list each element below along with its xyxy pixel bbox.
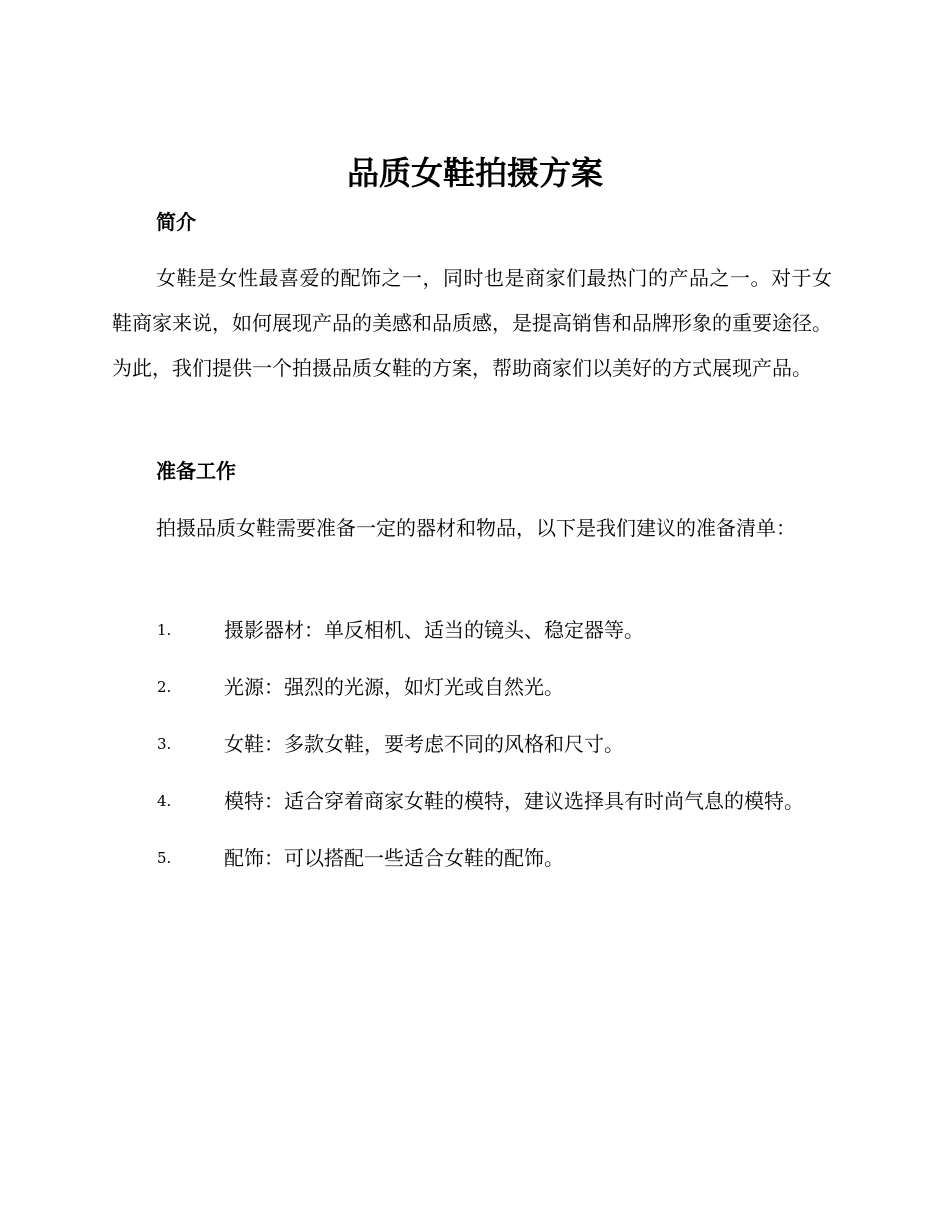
list-item [112, 722, 832, 767]
list-item-text: 光源：强烈的光源，如灯光或自然光。 [224, 675, 564, 699]
list-item [112, 665, 832, 710]
list-item-number: 2. [157, 678, 172, 696]
section-paragraph-intro: 女鞋是女性最喜爱的配饰之一，同时也是商家们最热门的产品之一。对于女鞋商家来说，如何展现产品的美感和品质感，是提高销售和品牌形象的重要途径。为此，我们提供一个拍摄品质女鞋的方案，帮助商家们以美好的方式展现产品。 [112, 266, 832, 380]
list-item-text: 配饰：可以搭配一些适合女鞋的配饰。 [224, 846, 564, 870]
document-title: 品质女鞋拍摄方案 [346, 154, 603, 192]
list-item [112, 836, 832, 881]
list-item-text: 模特：适合穿着商家女鞋的模特，建议选择具有时尚气息的模特。 [224, 789, 804, 813]
list-item-number: 3. [157, 735, 172, 753]
list-item [112, 779, 832, 824]
list-item-number: 5. [157, 849, 172, 867]
section-heading-preparation: 准备工作 [156, 459, 236, 483]
list-item [112, 608, 832, 653]
list-item-number: 4. [157, 792, 172, 810]
section-heading-intro: 简介 [156, 210, 196, 234]
section-paragraph-preparation: 拍摄品质女鞋需要准备一定的器材和物品，以下是我们建议的准备清单： [156, 516, 796, 540]
list-item-text: 摄影器材：单反相机、适当的镜头、稳定器等。 [224, 618, 644, 642]
list-item-text: 女鞋：多款女鞋，要考虑不同的风格和尺寸。 [224, 732, 624, 756]
list-item-number: 1. [157, 621, 172, 639]
preparation-list [112, 608, 832, 893]
